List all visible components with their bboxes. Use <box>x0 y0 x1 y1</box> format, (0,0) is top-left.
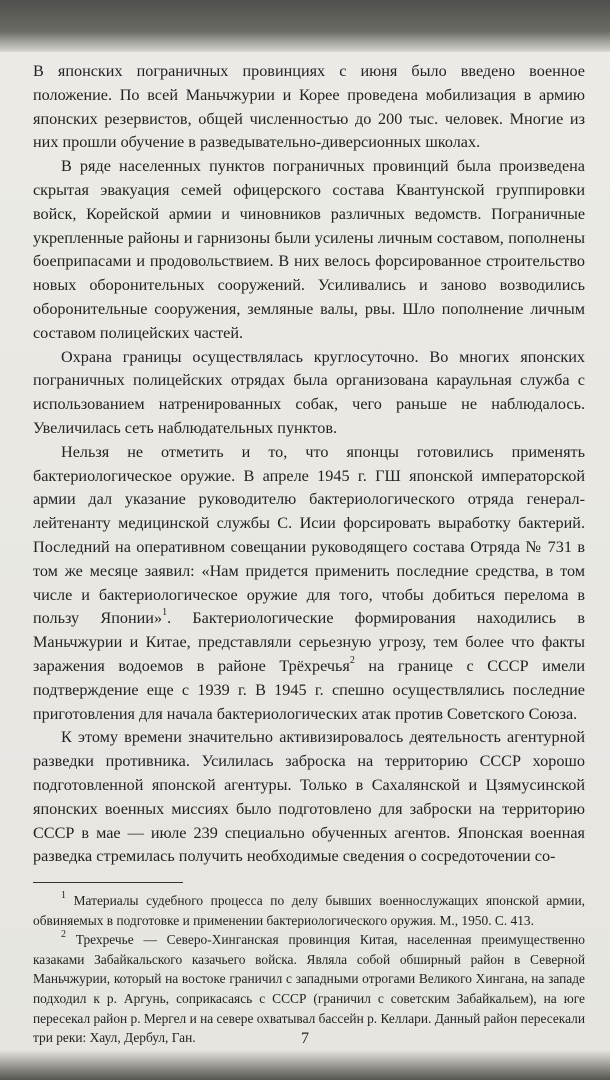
page-number: 7 <box>301 1030 309 1047</box>
footnote-2-text: Трехречье — Северо-Хинганская провинция Китая, населенная преимущественно казаками Забайкальского казачьего войска. Являла собой обширный район в Северной Маньчжурии, который на востоке граничил с западными отрогами Великого Хингана, на западе подходил к р. Аргунь, соприкасаясь с СССР (граничил с советским Забайкальем), на юге пересекал район р. Мергел и на севере охватывал бассейн р. Келлари. Данный район пересекали три реки: Хаул, Дербул, Ган. <box>33 932 585 1046</box>
footnote-divider <box>33 882 183 883</box>
footnote-ref-2: 2 <box>349 654 355 666</box>
paragraph-4-part2: . Бактериологические формирования находились в Маньчжурии и Китае, представляли серьезную угрозу, тем более что факты заражения водоемов в районе Трёхречья <box>33 609 585 675</box>
paragraph-5: К этому времени значительно активизировалось деятельность агентурной разведки противника. Усилилась заброска на территорию СССР хорошо подготовленной японской агентуры. Только в Сахалянской и Цзямусинской японских военных миссиях было подготовлено для заброски на территорию СССР в мае — июле 239 специально обученных агентов. Японская военная разведка стремилась получить необходимые сведения о сосредоточении со- <box>33 728 585 866</box>
footnote-1-text: Материалы судебного процесса по делу бывших военнослужащих японской армии, обвиняемых в подготовке и применении бактериологического оружия. М., 1950. С. 413. <box>33 893 585 928</box>
footnote-2-number: 2 <box>61 928 66 940</box>
paragraph-4 <box>33 441 585 727</box>
paragraph-4-part3: на границе с СССР имели подтверждение еще с 1939 г. В 1945 г. спешно осуществлялись последние приготовления для начала бактериологических атак против Советского Союза. <box>33 656 585 723</box>
paragraph-3: Охрана границы осуществлялась круглосуточно. Во многих японских пограничных полицейских отрядах была организована караульная служба с использованием натренированных собак, чего раньше не наблюдалось. Увеличилась сеть наблюдательных пунктов. <box>33 347 585 437</box>
footnote-ref-1: 1 <box>162 606 168 618</box>
paragraph-4-part1: Нельзя не отметить и то, что японцы готовились применять бактериологическое оружие. В апреле 1945 г. ГШ японской императорской армии дал указание руководителю бактериологического отряда генерал-лейтенанту медицинской службы С. Исии форсировать выработку бактерий. Последний на оперативном совещании руководящего состава Отряда № 731 в том же месяце заявил: «Нам придется применить последние средства, в том числе и бактериологическое оружие для того, чтобы добиться перелома в пользу Японии» <box>33 442 585 628</box>
footnote-1-number: 1 <box>61 889 66 901</box>
main-text <box>33 60 585 1048</box>
paragraph-1: В японских пограничных провинциях с июня было введено военное положение. По всей Маньчжурии и Корее проведена мобилизация в армию японских резервистов, общей численностью до 200 тыс. человек. Многие из них прошли обучение в разведывательно-диверсионных школах. <box>33 62 585 152</box>
paragraph-2: В ряде населенных пунктов пограничных провинций была произведена скрытая эвакуация семей офицерского состава Квантунской группировки войск, Корейской армии и чиновников различных ведомств. Пограничные укрепленные районы и гарнизоны были усилены личным составом, пополнены боеприпасами и продовольствием. В них велось форсированное строительство новых оборонительных сооружений. Усиливались и заново возводились оборонительные сооружения, земляные валы, рвы. Шло пополнение личным составом полицейских частей. <box>33 157 585 342</box>
footnote-1 <box>33 891 585 930</box>
page-bottom-shadow <box>0 1050 610 1080</box>
page-top-shadow <box>0 0 610 52</box>
